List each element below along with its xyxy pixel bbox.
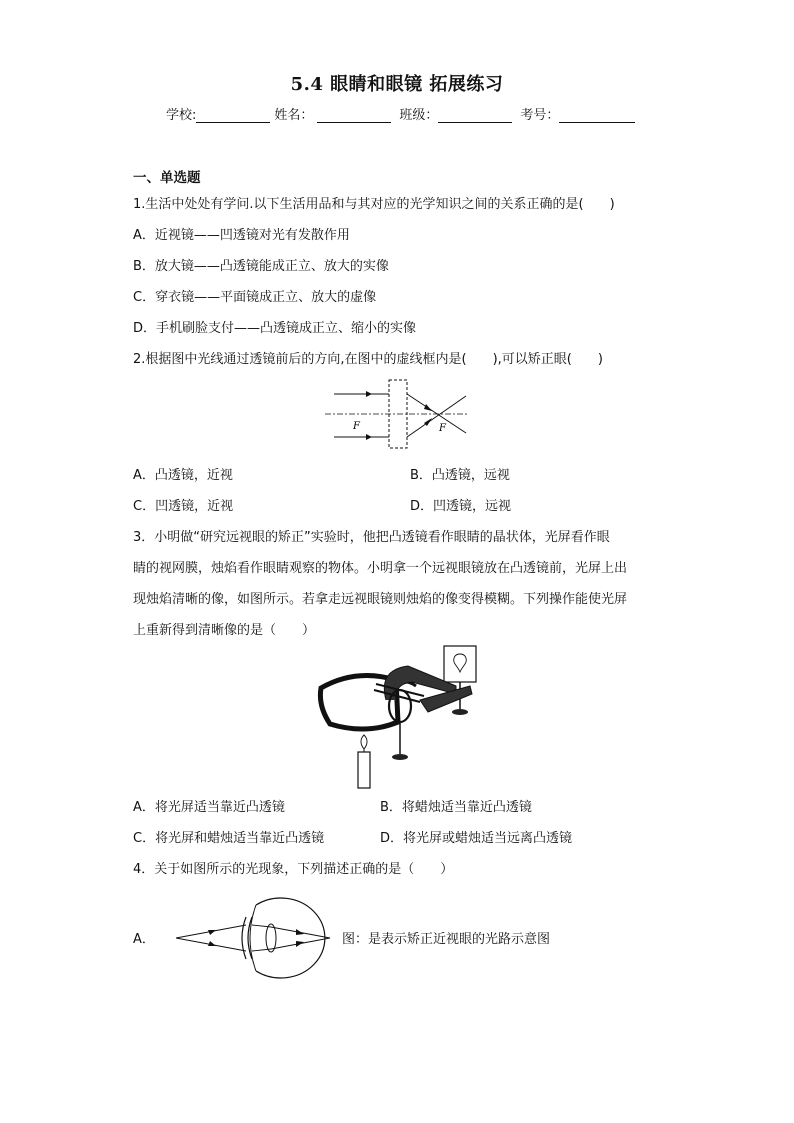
q2-option-b[interactable]: B．凸透镜，远视 <box>410 468 510 483</box>
q3-option-b[interactable]: B．将蜡烛适当靠近凸透镜 <box>380 800 532 815</box>
focal-label-left: F <box>353 421 360 432</box>
number-blank[interactable] <box>559 108 635 123</box>
outgoing-ray-top <box>407 394 466 433</box>
student-info-row <box>166 104 639 123</box>
name-blank[interactable] <box>317 108 391 123</box>
q3-option-a[interactable]: A．将光屏适当靠近凸透镜 <box>133 800 285 815</box>
q2-lens-diagram <box>320 378 470 450</box>
school-blank[interactable] <box>196 108 270 123</box>
number-label: 考号： <box>520 108 560 123</box>
class-blank[interactable] <box>438 108 512 123</box>
q1-option-c[interactable]: C．穿衣镜——平面镜成正立、放大的虚像 <box>133 290 377 305</box>
q2-option-c[interactable]: C．凹透镜，近视 <box>133 499 234 514</box>
crystalline-lens <box>266 924 276 952</box>
q3-glasses-experiment-figure <box>316 640 486 792</box>
q3-option-c[interactable]: C．将光屏和蜡烛适当靠近凸透镜 <box>133 831 325 846</box>
q2-option-d[interactable]: D．凹透镜，远视 <box>410 499 512 514</box>
section-heading: 一、单选题 <box>133 170 201 186</box>
page-title: 5.4 眼睛和眼镜 拓展练习 <box>290 74 504 95</box>
q3-option-d[interactable]: D．将光屏或蜡烛适当远离凸透镜 <box>380 831 573 846</box>
q3-stem-line1: 3．小明做“研究远视眼的矫正”实验时，他把凸透镜看作眼睛的晶状体，光屏看作眼 <box>133 530 610 545</box>
class-label: 班级： <box>399 108 439 123</box>
q3-stem-line3: 现烛焰清晰的像，如图所示。若拿走远视眼镜则烛焰的像变得模糊。下列操作能使光屏 <box>133 592 628 607</box>
focal-label-right: F <box>439 423 446 434</box>
q1-option-a[interactable]: A．近视镜——凹透镜对光有发散作用 <box>133 228 350 243</box>
q1-option-d[interactable]: D．手机刷脸支付——凸透镜成正立、缩小的实像 <box>133 321 417 336</box>
q4-stem: 4．关于如图所示的光现象，下列描述正确的是（ ） <box>133 862 454 877</box>
q3-stem-line2: 睛的视网膜，烛焰看作眼睛观察的物体。小明拿一个远视眼镜放在凸透镜前，光屏上出 <box>133 561 628 576</box>
candle-flame-icon <box>361 735 367 749</box>
light-screen <box>444 646 476 682</box>
q4-option-a-text[interactable]: 图：是表示矫正近视眼的光路示意图 <box>342 932 551 947</box>
outgoing-ray-bottom <box>407 396 466 437</box>
q1-option-b[interactable]: B．放大镜——凸透镜能成正立、放大的实像 <box>133 259 389 274</box>
q1-stem: 1.生活中处处有学问.以下生活用品和与其对应的光学知识之间的关系正确的是( ) <box>133 197 615 212</box>
q2-stem: 2.根据图中光线通过透镜前后的方向,在图中的虚线框内是( ),可以矫正眼( ) <box>133 352 603 367</box>
corrective-lens <box>242 917 246 959</box>
candle <box>358 752 370 788</box>
q4-eye-lens-diagram <box>172 893 340 983</box>
name-label: 姓名： <box>274 108 314 123</box>
q3-stem-line4: 上重新得到清晰像的是（ ） <box>133 623 316 638</box>
q2-option-a[interactable]: A．凸透镜，近视 <box>133 468 233 483</box>
school-label: 学校: <box>166 108 197 123</box>
q4-option-a-label[interactable]: A． <box>133 932 155 947</box>
